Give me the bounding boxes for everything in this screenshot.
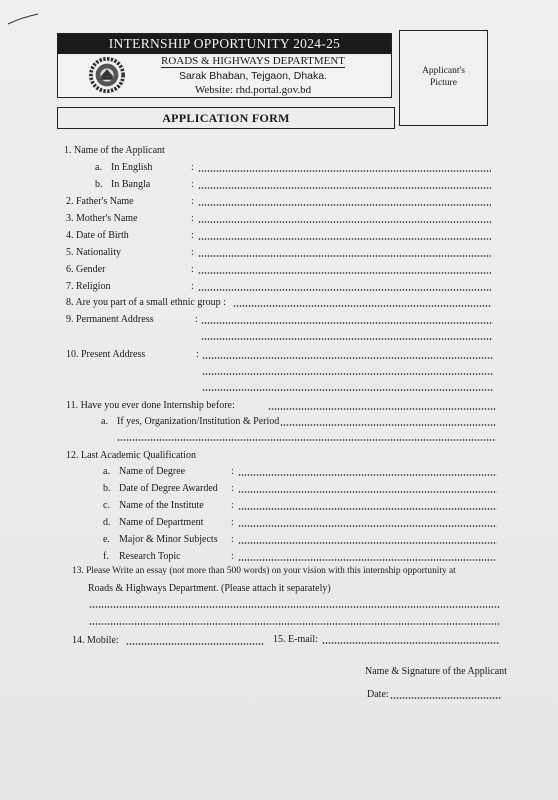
email-field[interactable] <box>322 642 500 644</box>
q1a-number: a. <box>95 162 102 173</box>
q5-label: 5. Nationality <box>66 247 121 258</box>
q1-label: 1. Name of the Applicant <box>64 145 165 156</box>
bangla-name-field[interactable] <box>198 187 491 189</box>
mothers-name-field[interactable] <box>198 221 491 223</box>
q4-label: 4. Date of Birth <box>66 230 129 241</box>
application-form-page: INTERNSHIP OPPORTUNITY 2024-25 ROADS & HIGHWAYS DEPARTMENT Sarak Bhaban, Tejgaon, Dhaka. Website: rhd.portal.gov.bd Applicant's Picture APPLICATION FORM 1. Name of the Applicant a. In English : b. In Bangla : 2. Father's Name : 3. Mother's Name : 4. Date of Birth : 5. Nationality : 6. Gender : 7. Religion : 8. Are you part of a small ethnic group : 9. Permanent Address : 10. Present Address : 11. Have you ever done Internship before: a. If yes, Organization/Institution & Period 12. Last Academic Qualification a. Name of Degree : b. Date of Degree Awarded : c. Name of the Institute : d. Name of Department : e. Major & Minor Subjects : f. Research Topic : 13. Please Write an essay (not more than 500 words) on your vision with this internship opportunity at Roads & Highways Department. (Please attach it separately) 14. Mobile: 15. E-mail: Name & Signature of the Applicant Date: <box>0 0 558 800</box>
department-name-field[interactable] <box>238 525 497 527</box>
ethnic-group-field[interactable] <box>233 305 491 307</box>
q12e-number: e. <box>103 534 110 545</box>
q13-line-1: 13. Please Write an essay (not more than 500 words) on your vision with this internship opportunity at <box>72 566 456 576</box>
photo-label: Applicant's Picture <box>422 66 465 88</box>
subjects-field[interactable] <box>238 542 497 544</box>
q1a-label: In English <box>111 162 153 173</box>
q1b-label: In Bangla <box>111 179 151 190</box>
form-title: APPLICATION FORM <box>57 107 395 129</box>
fathers-name-field[interactable] <box>198 204 491 206</box>
q13-line-2: Roads & Highways Department. (Please attach it separately) <box>88 583 331 594</box>
q2-label: 2. Father's Name <box>66 196 134 207</box>
q12c-label: Name of the Institute <box>119 500 204 511</box>
q7-label: 7. Religion <box>66 281 111 292</box>
institute-name-field[interactable] <box>238 508 497 510</box>
previous-internship-line-2[interactable] <box>117 439 496 441</box>
q8-label: 8. Are you part of a small ethnic group : <box>66 297 226 308</box>
internship-before-field[interactable] <box>268 408 496 410</box>
q12-label: 12. Last Academic Qualification <box>66 450 196 461</box>
q12a-label: Name of Degree <box>119 466 186 477</box>
date-label: Date: <box>367 689 389 700</box>
q12b-label: Date of Degree Awarded <box>119 483 218 494</box>
q12b-number: b. <box>103 483 111 494</box>
q12d-label: Name of Department <box>119 517 204 528</box>
essay-line-2[interactable] <box>89 623 500 625</box>
q11-label: 11. Have you ever done Internship before: <box>66 400 235 411</box>
header-box <box>57 33 392 98</box>
q6-label: 6. Gender <box>66 264 106 275</box>
degree-date-field[interactable] <box>238 491 497 493</box>
q14-label: 14. Mobile: <box>72 635 119 646</box>
essay-line-1[interactable] <box>89 606 500 608</box>
q3-label: 3. Mother's Name <box>66 213 138 224</box>
q10-label: 10. Present Address <box>66 349 146 360</box>
permanent-address-line-2[interactable] <box>201 338 493 340</box>
present-address-line-2[interactable] <box>202 373 494 375</box>
research-topic-field[interactable] <box>238 559 497 561</box>
date-of-birth-field[interactable] <box>198 238 491 240</box>
permanent-address-line-1[interactable] <box>201 322 493 324</box>
degree-name-field[interactable] <box>238 474 497 476</box>
applicant-picture-box <box>399 30 488 126</box>
q12f-number: f. <box>103 551 109 562</box>
q1b-number: b. <box>95 179 103 190</box>
q12e-label: Major & Minor Subjects <box>119 534 218 545</box>
q12d-number: d. <box>103 517 111 528</box>
page-title: INTERNSHIP OPPORTUNITY 2024-25 <box>58 34 391 54</box>
q12a-number: a. <box>103 466 110 477</box>
pen-mark <box>6 12 40 26</box>
date-field[interactable] <box>390 697 502 699</box>
previous-internship-field[interactable] <box>280 424 496 426</box>
present-address-line-1[interactable] <box>202 357 494 359</box>
q12f-label: Research Topic <box>119 551 181 562</box>
q9-label: 9. Permanent Address <box>66 314 154 325</box>
signature-label: Name & Signature of the Applicant <box>365 666 507 677</box>
gender-field[interactable] <box>198 272 491 274</box>
q12c-number: c. <box>103 500 110 511</box>
q15-label: 15. E-mail: <box>273 634 318 645</box>
religion-field[interactable] <box>198 289 491 291</box>
department-address: Sarak Bhaban, Tejgaon, Dhaka. <box>178 70 328 82</box>
department-website: Website: rhd.portal.gov.bd <box>194 84 312 96</box>
department-name: ROADS & HIGHWAYS DEPARTMENT <box>160 55 346 67</box>
rhd-logo <box>88 56 126 94</box>
nationality-field[interactable] <box>198 255 491 257</box>
q11a-label: If yes, Organization/Institution & Period <box>117 416 280 427</box>
q11a-number: a. <box>101 416 108 427</box>
english-name-field[interactable] <box>198 170 491 172</box>
mobile-field[interactable] <box>126 643 264 645</box>
present-address-line-3[interactable] <box>202 389 494 391</box>
